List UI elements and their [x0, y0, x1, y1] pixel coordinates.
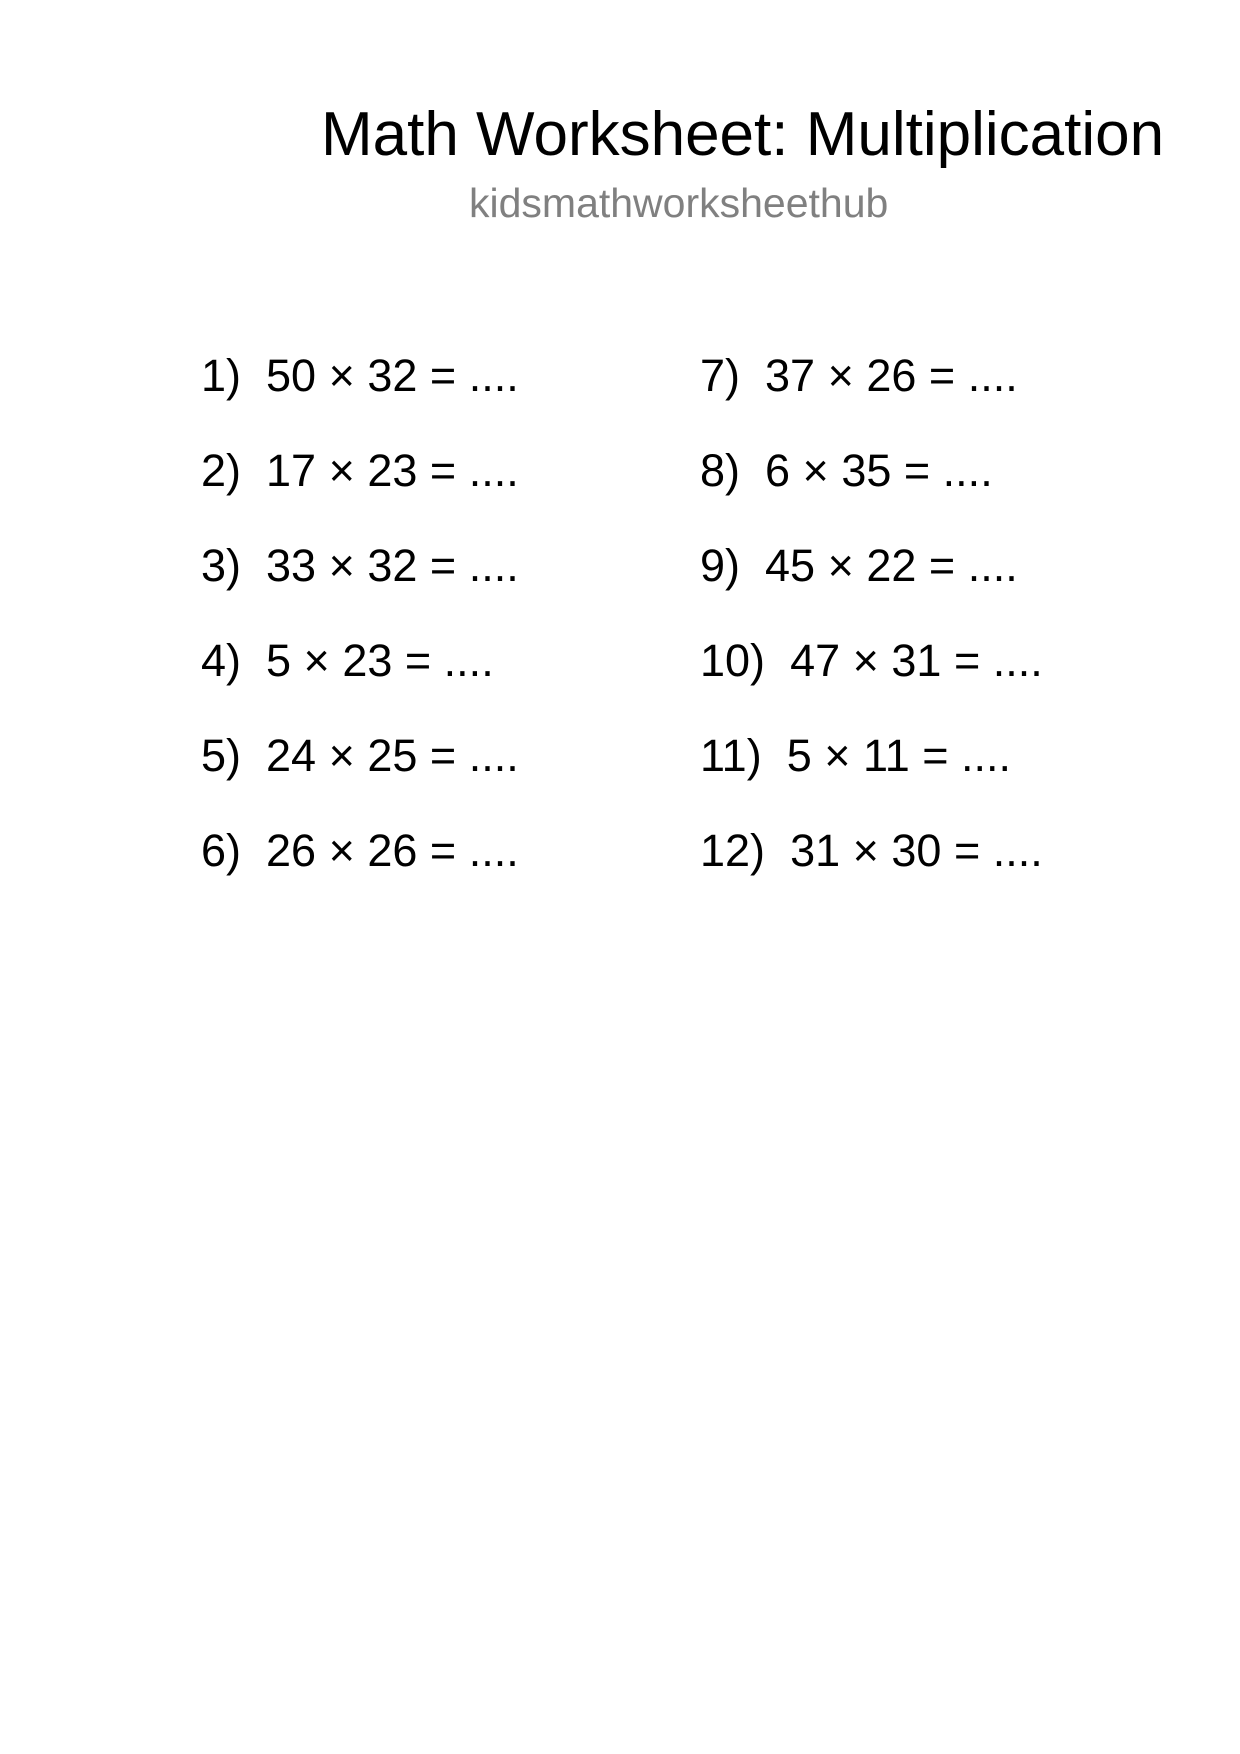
problem-number: 8) — [700, 445, 741, 496]
worksheet-source: kidsmathworksheethub — [469, 180, 889, 226]
problem-number: 12) — [700, 825, 766, 876]
problem-expression: 31 × 30 = .... — [790, 825, 1043, 876]
problem-expression: 24 × 25 = .... — [266, 730, 519, 781]
problem-item — [201, 540, 519, 635]
problem-item — [700, 635, 1043, 730]
problem-item — [201, 825, 519, 920]
problem-item — [201, 730, 519, 825]
problem-expression: 5 × 23 = .... — [266, 635, 494, 686]
problem-number: 10) — [700, 635, 766, 686]
problem-number: 5) — [201, 730, 242, 781]
problem-expression: 26 × 26 = .... — [266, 825, 519, 876]
problem-expression: 47 × 31 = .... — [790, 635, 1043, 686]
problem-number: 9) — [700, 540, 741, 591]
problem-number: 2) — [201, 445, 242, 496]
problem-item — [201, 350, 519, 445]
problem-item — [700, 540, 1043, 635]
problem-item — [201, 635, 519, 730]
problem-item — [700, 825, 1043, 920]
problem-number: 11) — [700, 730, 762, 781]
problem-expression: 37 × 26 = .... — [765, 350, 1018, 401]
problem-expression: 45 × 22 = .... — [765, 540, 1018, 591]
problem-number: 6) — [201, 825, 242, 876]
problem-expression: 33 × 32 = .... — [266, 540, 519, 591]
problem-item — [700, 730, 1043, 825]
problem-number: 1) — [201, 350, 242, 401]
problem-item — [201, 445, 519, 540]
problem-number: 7) — [700, 350, 741, 401]
problem-expression: 5 × 11 = .... — [786, 730, 1012, 781]
worksheet-title: Math Worksheet: Multiplication — [321, 100, 1165, 169]
problems-column-left — [201, 350, 519, 920]
problem-expression: 6 × 35 = .... — [765, 445, 993, 496]
problem-number: 4) — [201, 635, 242, 686]
problems-column-right — [700, 350, 1043, 920]
problem-item — [700, 350, 1043, 445]
problem-item — [700, 445, 1043, 540]
problem-expression: 50 × 32 = .... — [266, 350, 519, 401]
problem-expression: 17 × 23 = .... — [266, 445, 519, 496]
problem-number: 3) — [201, 540, 242, 591]
